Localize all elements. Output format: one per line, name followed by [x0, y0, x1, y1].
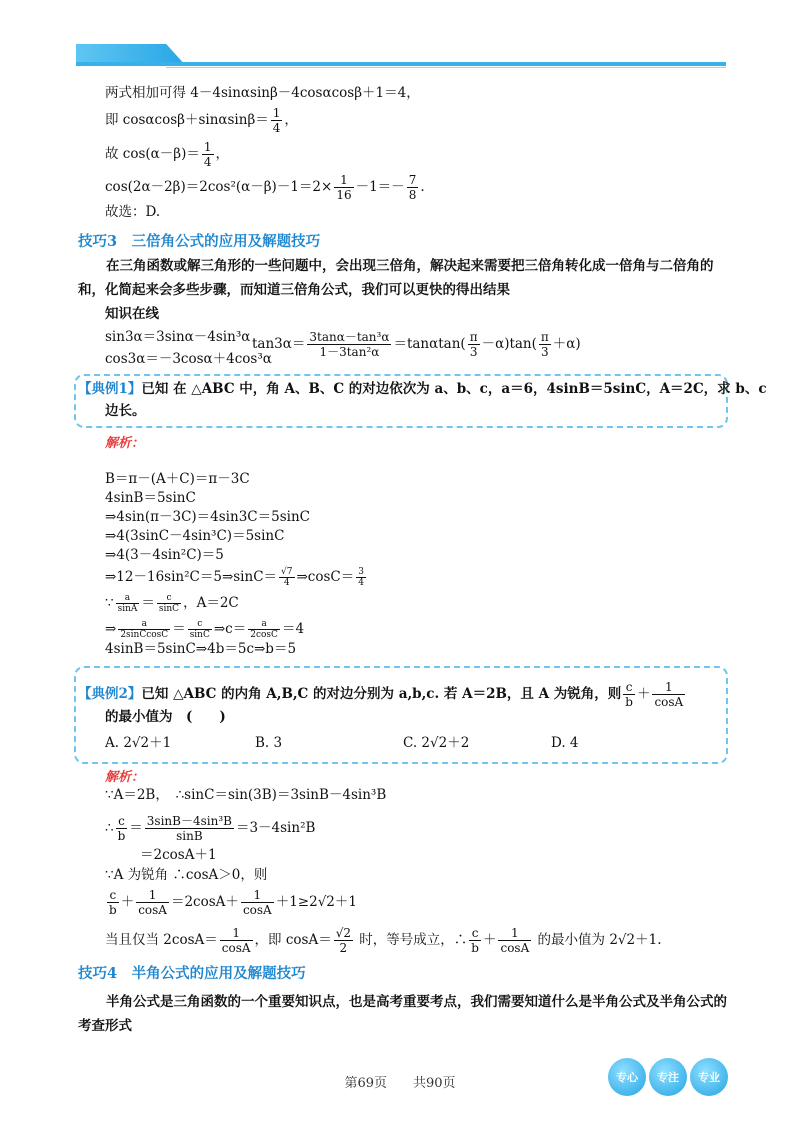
formula-cos3a: cos3α＝－3cosα＋4cos³α	[105, 351, 272, 367]
option-c: C. 2√2＋2	[403, 735, 470, 751]
example-1-question: 【典例1】已知 在 △ABC 中，角 A、B、C 的对边依次为 a、b、c，a＝6，4sinB＝5sinC，A＝2C，求 b、c	[78, 381, 767, 397]
ex2-step-2: ∴ $\frac{c}{b}$ ＝ $\frac{\text{3sinB－4sin³B}}{\sin B}$ ＝3－4sin²B	[105, 814, 316, 843]
example-2-jiexi-label: 解析：	[105, 770, 145, 785]
solution-line-1: 两式相加可得 4－4sinαsinβ－4cosαcosβ＋1＝4，	[105, 85, 420, 101]
knowledge-label: 知识在线	[105, 306, 159, 322]
ex1-step-8: ⇒ $\frac{a}{\text{2sinCcosC}}$ ＝ $\frac{c}{\sin C}$ ⇒c＝ $\frac{a}{2\cos C}$ ＝4	[105, 619, 305, 640]
ex2-step-5: $\frac{c}{b}$ ＋ $\frac{1}{\cos A}$ ＝2cosA＋ $\frac{1}{\cos A}$ ＋1≥2√2＋1	[109, 888, 357, 917]
example-1-tag: 【典例1】	[78, 381, 142, 397]
header-bar	[76, 44, 726, 70]
ex1-step-5: ⇒4(3－4sin²C)＝5	[105, 547, 224, 563]
ex1-step-1: B＝π－(A＋C)＝π－3C	[105, 471, 250, 487]
ex2-step-3: ＝2cosA＋1	[140, 847, 217, 863]
section-3-title: 技巧3 三倍角公式的应用及解题技巧	[78, 233, 321, 250]
example-2-question: 【典例2】已知 △ABC 的内角 A,B,C 的对边分别为 a,b,c. 若 A＝2B，且 A 为锐角，则 $\frac{c}{b}$ ＋ $\frac{1}{\cos A}$	[78, 680, 684, 709]
solution-line-3: 故 cos(α－β)＝ $\frac{1}{4}$ ，	[105, 140, 230, 169]
option-b: B. 3	[255, 735, 283, 751]
example-2-question-cont: 的最小值为 ( )	[105, 709, 226, 725]
ex2-step-6: 当且仅当 2cosA＝ $\frac{1}{\cos A}$ ，即 cosA＝ $\frac{√2}{2}$ 时，等号成立，∴ $\frac{c}{b}$ ＋ $\frac{1}{\cos A}$ 的最小值为 2√2＋1.	[105, 926, 662, 955]
example-1-jiexi-label: 解析：	[105, 436, 145, 451]
ex1-step-6: ⇒12－16sin²C＝5⇒sinC＝ $\frac{√7}{4}$ ⇒cosC＝ $\frac{3}{4}$	[105, 567, 364, 588]
footer-badges	[608, 1058, 728, 1096]
option-a: A. 2√2＋1	[105, 735, 172, 751]
formula-tan3a: tan3α＝ $\frac{\text{3tanα－tan³α}}{\text{1－3tan²α}}$ ＝tanαtan( $\frac{\pi}{3}$ －α)tan( $\frac{\pi}{3}$ ＋α)	[252, 330, 581, 359]
solution-line-4: cos(2α－2β)＝2cos²(α－β)－1＝2× $\frac{1}{16}$ －1＝－ $\frac{7}{8}$ .	[105, 173, 425, 202]
formula-sin3a: sin3α＝3sinα－4sin³α	[105, 329, 251, 345]
ex1-step-4: ⇒4(3sinC－4sin³C)＝5sinC	[105, 528, 285, 544]
badge-1: 专心	[608, 1058, 646, 1096]
ex1-step-9: 4sinB＝5sinC⇒4b＝5c⇒b＝5	[105, 641, 297, 657]
solution-line-2: 即 cosαcosβ＋sinαsinβ＝ $\frac{1}{4}$ ，	[105, 106, 298, 135]
header-subline	[166, 67, 726, 68]
solution-answer: 故选：D.	[105, 204, 161, 220]
example-1-question-cont: 边长。	[105, 403, 146, 419]
badge-2: 专注	[649, 1058, 687, 1096]
section-4-intro: 半角公式是三角函数的一个重要知识点，也是高考重要考点，我们需要知道什么是半角公式及半角公式的考查形式	[78, 994, 727, 1034]
option-d: D. 4	[551, 735, 579, 751]
example-2-tag: 【典例2】	[78, 686, 142, 702]
header-line	[76, 62, 726, 66]
ex2-step-4: ∵A 为锐角 ∴cosA＞0，则	[105, 867, 268, 883]
section-4-title: 技巧4 半角公式的应用及解题技巧	[78, 965, 306, 982]
ex1-step-7: ∵ $\frac{a}{\sin A}$ ＝ $\frac{c}{\sin C}$ ，A＝2C	[105, 593, 239, 614]
ex1-step-3: ⇒4sin(π－3C)＝4sin3C＝5sinC	[105, 509, 310, 525]
ex1-step-2: 4sinB＝5sinC	[105, 490, 196, 506]
section-3-intro: 在三角函数或解三角形的一些问题中，会出现三倍角，解决起来需要把三倍角转化成一倍角与二倍角的和，化简起来会多些步骤，而知道三倍角公式，我们可以更快的得出结果	[78, 258, 714, 298]
page-number: 第69页 共90页	[344, 1076, 456, 1091]
badge-3: 专业	[690, 1058, 728, 1096]
ex2-step-1: ∵A＝2B， ∴sinC＝sin(3B)＝3sinB－4sin³B	[105, 787, 387, 803]
